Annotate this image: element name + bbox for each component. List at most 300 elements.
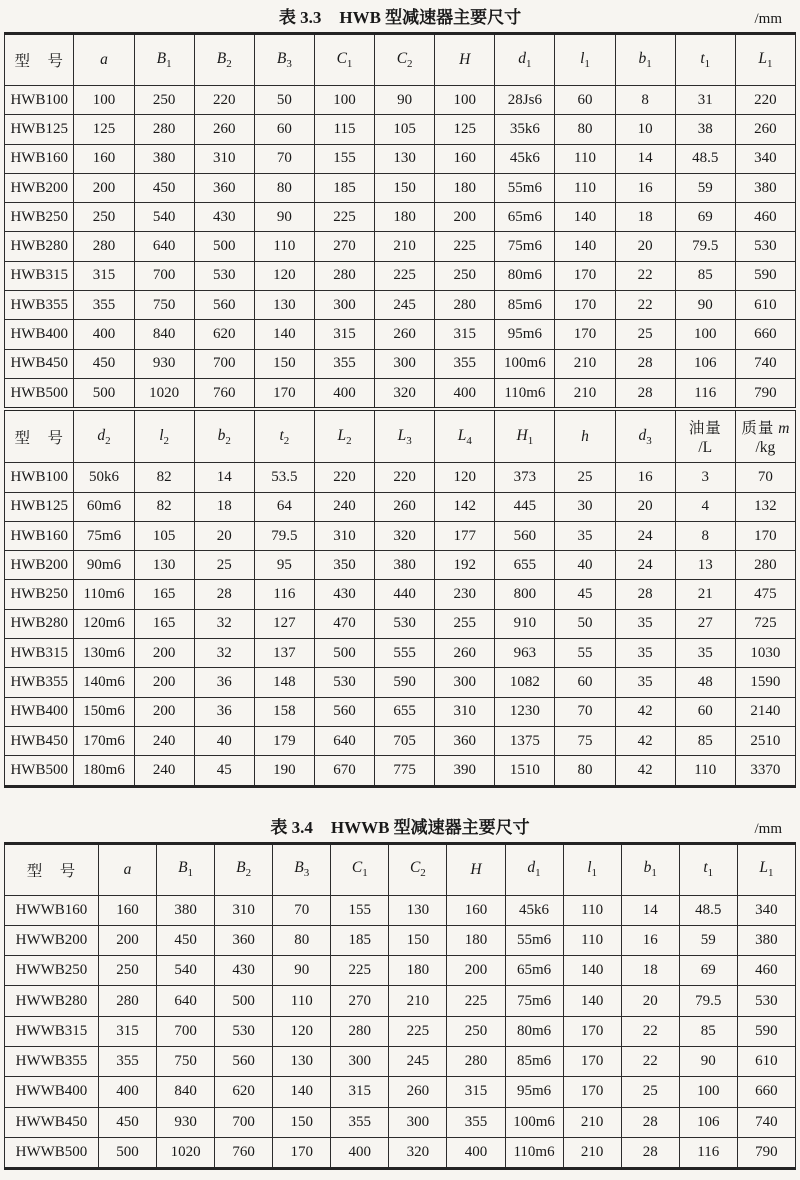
table-cell: 150 <box>254 349 314 378</box>
table-cell: 179 <box>254 726 314 755</box>
table-hwwb-dimensions <box>4 842 796 1171</box>
table-cell: 190 <box>254 756 314 786</box>
table-cell: 250 <box>134 86 194 115</box>
row-label: HWB355 <box>5 668 74 697</box>
row-label: HWB400 <box>5 697 74 726</box>
table-cell: 230 <box>435 580 495 609</box>
table-cell: 210 <box>389 986 447 1016</box>
table-cell: 450 <box>98 1107 156 1137</box>
table-cell: 640 <box>157 986 215 1016</box>
table-cell: 95m6 <box>505 1077 563 1107</box>
table-cell: 655 <box>495 551 555 580</box>
row-label: HWB500 <box>5 756 74 786</box>
table-cell: 560 <box>495 521 555 550</box>
column-header: 型 号 <box>5 34 74 86</box>
table34-unit-label: /mm <box>754 820 782 837</box>
table-cell: 315 <box>74 261 134 290</box>
column-header: 型 号 <box>5 843 99 895</box>
column-header: a <box>98 843 156 895</box>
table33-caption <box>4 6 796 32</box>
table-cell: 500 <box>74 378 134 409</box>
table-cell: 25 <box>615 320 675 349</box>
table-cell: 50 <box>254 86 314 115</box>
table-cell: 270 <box>331 986 389 1016</box>
table-cell: 320 <box>375 378 435 409</box>
table34-caption-title: HWWB 型减速器主要尺寸 <box>330 817 530 837</box>
table-cell: 24 <box>615 551 675 580</box>
table-cell: 315 <box>314 320 374 349</box>
table-cell: 28 <box>615 378 675 409</box>
table-cell: 85m6 <box>505 1047 563 1077</box>
column-header: $B_2$ <box>215 843 273 895</box>
row-label: HWB250 <box>5 203 74 232</box>
table-cell: 25 <box>621 1077 679 1107</box>
table-cell: 50 <box>555 609 615 638</box>
table-cell: 280 <box>134 115 194 144</box>
table-cell: 8 <box>675 521 735 550</box>
table-row <box>5 1016 796 1046</box>
table-cell: 100m6 <box>495 349 555 378</box>
table-row <box>5 697 796 726</box>
table-cell: 315 <box>447 1077 505 1107</box>
table-cell: 740 <box>735 349 795 378</box>
table-cell: 280 <box>331 1016 389 1046</box>
table-cell: 137 <box>254 639 314 668</box>
table-cell: 40 <box>555 551 615 580</box>
table-row <box>5 378 796 409</box>
table-cell: 95m6 <box>495 320 555 349</box>
table-cell: 80 <box>254 173 314 202</box>
table-cell: 360 <box>435 726 495 755</box>
table-cell: 380 <box>157 895 215 925</box>
table-cell: 70 <box>273 895 331 925</box>
column-header: $d_2$ <box>74 409 134 463</box>
table-cell: 1375 <box>495 726 555 755</box>
column-header: $L_4$ <box>435 409 495 463</box>
table-cell: 14 <box>194 463 254 492</box>
table-cell: 160 <box>447 895 505 925</box>
table-cell: 740 <box>737 1107 795 1137</box>
table-cell: 150 <box>375 173 435 202</box>
table-cell: 22 <box>615 261 675 290</box>
table-row <box>5 232 796 261</box>
column-header: $t_1$ <box>679 843 737 895</box>
table-cell: 75 <box>555 726 615 755</box>
table-row <box>5 463 796 492</box>
table-cell: 28Js6 <box>495 86 555 115</box>
table-cell: 170 <box>563 1016 621 1046</box>
table-cell: 64 <box>254 492 314 521</box>
table-row <box>5 320 796 349</box>
table-cell: 300 <box>331 1047 389 1077</box>
column-header: $L_1$ <box>737 843 795 895</box>
table-cell: 100 <box>435 86 495 115</box>
table-row <box>5 521 796 550</box>
row-label: HWWB400 <box>5 1077 99 1107</box>
table-cell: 105 <box>134 521 194 550</box>
column-header: $H_1$ <box>495 409 555 463</box>
table-cell: 200 <box>447 956 505 986</box>
table-cell: 165 <box>134 609 194 638</box>
table-cell: 95 <box>254 551 314 580</box>
table-cell: 75m6 <box>74 521 134 550</box>
table-cell: 140 <box>555 203 615 232</box>
table-cell: 310 <box>194 144 254 173</box>
table-cell: 355 <box>435 349 495 378</box>
table-cell: 125 <box>435 115 495 144</box>
table-cell: 100 <box>675 320 735 349</box>
table-cell: 130 <box>375 144 435 173</box>
table-cell: 14 <box>615 144 675 173</box>
table-row <box>5 726 796 755</box>
table-cell: 300 <box>389 1107 447 1137</box>
row-label: HWB200 <box>5 173 74 202</box>
table-cell: 42 <box>615 756 675 786</box>
table-cell: 3370 <box>735 756 795 786</box>
table-cell: 142 <box>435 492 495 521</box>
table-cell: 963 <box>495 639 555 668</box>
table-cell: 555 <box>375 639 435 668</box>
table-cell: 70 <box>735 463 795 492</box>
table-cell: 48.5 <box>679 895 737 925</box>
table-cell: 840 <box>134 320 194 349</box>
table-row <box>5 756 796 786</box>
table-cell: 930 <box>134 349 194 378</box>
table-row <box>5 173 796 202</box>
row-label: HWWB200 <box>5 925 99 955</box>
table-cell: 130 <box>134 551 194 580</box>
table-cell: 28 <box>621 1137 679 1168</box>
table-row <box>5 551 796 580</box>
table-cell: 116 <box>679 1137 737 1168</box>
table-cell: 60 <box>555 86 615 115</box>
row-label: HWB280 <box>5 232 74 261</box>
table-cell: 280 <box>74 232 134 261</box>
table-cell: 200 <box>134 639 194 668</box>
row-label: HWB100 <box>5 463 74 492</box>
table-row <box>5 203 796 232</box>
column-header: $C_1$ <box>314 34 374 86</box>
table-cell: 910 <box>495 609 555 638</box>
table-cell: 1590 <box>735 668 795 697</box>
table-cell: 31 <box>675 86 735 115</box>
table-cell: 530 <box>735 232 795 261</box>
column-header: $L_2$ <box>314 409 374 463</box>
table-cell: 470 <box>314 609 374 638</box>
row-label: HWWB355 <box>5 1047 99 1077</box>
table-cell: 28 <box>194 580 254 609</box>
table-cell: 110m6 <box>505 1137 563 1168</box>
table-cell: 430 <box>314 580 374 609</box>
row-label: HWB315 <box>5 639 74 668</box>
table-cell: 260 <box>435 639 495 668</box>
table-cell: 240 <box>314 492 374 521</box>
table-cell: 225 <box>314 203 374 232</box>
table-cell: 310 <box>314 521 374 550</box>
table-cell: 660 <box>737 1077 795 1107</box>
table-cell: 250 <box>447 1016 505 1046</box>
table-cell: 210 <box>563 1107 621 1137</box>
table-cell: 45 <box>194 756 254 786</box>
table-cell: 35 <box>615 668 675 697</box>
table-cell: 130 <box>254 291 314 320</box>
table-cell: 170 <box>555 320 615 349</box>
table-row <box>5 580 796 609</box>
table-cell: 530 <box>194 261 254 290</box>
table-cell: 590 <box>737 1016 795 1046</box>
table-cell: 10 <box>615 115 675 144</box>
table-cell: 60 <box>254 115 314 144</box>
table-cell: 36 <box>194 668 254 697</box>
table-row <box>5 1047 796 1077</box>
table-cell: 400 <box>314 378 374 409</box>
table-cell: 80m6 <box>495 261 555 290</box>
row-label: HWB160 <box>5 144 74 173</box>
table-cell: 110m6 <box>495 378 555 409</box>
table-cell: 180 <box>435 173 495 202</box>
table-cell: 85m6 <box>495 291 555 320</box>
table-cell: 110 <box>563 925 621 955</box>
table-cell: 750 <box>134 291 194 320</box>
table-cell: 450 <box>74 349 134 378</box>
table-cell: 430 <box>194 203 254 232</box>
table-cell: 1230 <box>495 697 555 726</box>
row-label: HWWB280 <box>5 986 99 1016</box>
table-cell: 170 <box>563 1047 621 1077</box>
table-cell: 80 <box>555 756 615 786</box>
table-cell: 53.5 <box>254 463 314 492</box>
column-header: $C_2$ <box>375 34 435 86</box>
table-cell: 320 <box>389 1137 447 1168</box>
column-header: $l_1$ <box>563 843 621 895</box>
table-cell: 790 <box>735 378 795 409</box>
table-hwb-dimensions <box>4 32 796 788</box>
table-cell: 85 <box>675 726 735 755</box>
row-label: HWWB450 <box>5 1107 99 1137</box>
table-cell: 355 <box>314 349 374 378</box>
table-cell: 160 <box>435 144 495 173</box>
table-cell: 315 <box>98 1016 156 1046</box>
table-cell: 80m6 <box>505 1016 563 1046</box>
row-label: HWB355 <box>5 291 74 320</box>
table-cell: 45 <box>555 580 615 609</box>
table-cell: 42 <box>615 726 675 755</box>
table-cell: 340 <box>735 144 795 173</box>
column-header: h <box>555 409 615 463</box>
table-cell: 110 <box>273 986 331 1016</box>
table-row <box>5 668 796 697</box>
column-header: H <box>447 843 505 895</box>
table-cell: 540 <box>134 203 194 232</box>
table-cell: 59 <box>675 173 735 202</box>
table-cell: 445 <box>495 492 555 521</box>
row-label: HWB500 <box>5 378 74 409</box>
table-cell: 160 <box>98 895 156 925</box>
table-cell: 110 <box>563 895 621 925</box>
table-cell: 28 <box>621 1107 679 1137</box>
table-cell: 155 <box>331 895 389 925</box>
table-cell: 280 <box>314 261 374 290</box>
table-cell: 360 <box>215 925 273 955</box>
table-cell: 90 <box>254 203 314 232</box>
table-cell: 200 <box>435 203 495 232</box>
column-header: 油量 /L <box>675 409 735 463</box>
table-cell: 775 <box>375 756 435 786</box>
table-row <box>5 261 796 290</box>
table-cell: 560 <box>215 1047 273 1077</box>
table-cell: 20 <box>621 986 679 1016</box>
table-cell: 200 <box>98 925 156 955</box>
table-cell: 355 <box>331 1107 389 1137</box>
table-cell: 500 <box>314 639 374 668</box>
table-cell: 460 <box>735 203 795 232</box>
table-cell: 225 <box>389 1016 447 1046</box>
table-cell: 18 <box>621 956 679 986</box>
table-cell: 750 <box>157 1047 215 1077</box>
column-header: $d_1$ <box>505 843 563 895</box>
table-cell: 400 <box>331 1137 389 1168</box>
table-cell: 450 <box>157 925 215 955</box>
table-cell: 255 <box>435 609 495 638</box>
column-header: $b_1$ <box>615 34 675 86</box>
table-cell: 170 <box>273 1137 331 1168</box>
table-cell: 260 <box>194 115 254 144</box>
table-cell: 24 <box>615 521 675 550</box>
row-label: HWB450 <box>5 726 74 755</box>
table-cell: 132 <box>735 492 795 521</box>
table-cell: 150 <box>389 925 447 955</box>
table-cell: 60m6 <box>74 492 134 521</box>
table-cell: 105 <box>375 115 435 144</box>
column-header: 质量 m /kg <box>735 409 795 463</box>
column-header: $b_2$ <box>194 409 254 463</box>
table-cell: 530 <box>737 986 795 1016</box>
table-cell: 120 <box>435 463 495 492</box>
table-body <box>5 86 796 410</box>
table-cell: 280 <box>98 986 156 1016</box>
table-cell: 450 <box>134 173 194 202</box>
column-header: $l_1$ <box>555 34 615 86</box>
row-label: HWB160 <box>5 521 74 550</box>
table-cell: 48 <box>675 668 735 697</box>
table-cell: 80 <box>273 925 331 955</box>
table-row <box>5 144 796 173</box>
table-cell: 106 <box>679 1107 737 1137</box>
table-cell: 20 <box>615 232 675 261</box>
table-cell: 82 <box>134 492 194 521</box>
table-cell: 380 <box>735 173 795 202</box>
table-cell: 310 <box>435 697 495 726</box>
table-cell: 106 <box>675 349 735 378</box>
column-header: $B_2$ <box>194 34 254 86</box>
table-cell: 90 <box>679 1047 737 1077</box>
table-cell: 800 <box>495 580 555 609</box>
table-cell: 220 <box>194 86 254 115</box>
table-cell: 2140 <box>735 697 795 726</box>
table-cell: 170 <box>563 1077 621 1107</box>
table-cell: 2510 <box>735 726 795 755</box>
table-cell: 250 <box>435 261 495 290</box>
table-row <box>5 986 796 1016</box>
table-cell: 38 <box>675 115 735 144</box>
table-cell: 35 <box>555 521 615 550</box>
table-row <box>5 1077 796 1107</box>
table-cell: 75m6 <box>505 986 563 1016</box>
table-cell: 55m6 <box>495 173 555 202</box>
column-header: $b_1$ <box>621 843 679 895</box>
row-label: HWB450 <box>5 349 74 378</box>
table-cell: 170 <box>555 261 615 290</box>
table-header-row <box>5 34 796 86</box>
table-cell: 55 <box>555 639 615 668</box>
table-cell: 300 <box>375 349 435 378</box>
table-cell: 65m6 <box>495 203 555 232</box>
table-cell: 55m6 <box>505 925 563 955</box>
table-cell: 42 <box>615 697 675 726</box>
table-cell: 35 <box>615 609 675 638</box>
table-cell: 225 <box>447 986 505 1016</box>
table-cell: 60 <box>675 697 735 726</box>
table-cell: 355 <box>74 291 134 320</box>
table-cell: 170m6 <box>74 726 134 755</box>
column-header: $C_2$ <box>389 843 447 895</box>
table-cell: 220 <box>735 86 795 115</box>
table-cell: 840 <box>157 1077 215 1107</box>
table-cell: 400 <box>74 320 134 349</box>
table-cell: 670 <box>314 756 374 786</box>
table-cell: 65m6 <box>505 956 563 986</box>
table-cell: 70 <box>555 697 615 726</box>
column-header: $t_2$ <box>254 409 314 463</box>
table-cell: 530 <box>215 1016 273 1046</box>
column-header: $L_1$ <box>735 34 795 86</box>
table-cell: 20 <box>194 521 254 550</box>
table-cell: 180 <box>375 203 435 232</box>
table-cell: 1020 <box>134 378 194 409</box>
row-label: HWB315 <box>5 261 74 290</box>
table-cell: 110 <box>555 144 615 173</box>
table-cell: 25 <box>555 463 615 492</box>
table-row <box>5 925 796 955</box>
table-cell: 260 <box>389 1077 447 1107</box>
table-cell: 25 <box>194 551 254 580</box>
table-row <box>5 492 796 521</box>
table-cell: 660 <box>735 320 795 349</box>
table-cell: 200 <box>74 173 134 202</box>
table-cell: 125 <box>74 115 134 144</box>
table-cell: 245 <box>389 1047 447 1077</box>
table-cell: 20 <box>615 492 675 521</box>
table-cell: 32 <box>194 639 254 668</box>
table-cell: 250 <box>74 203 134 232</box>
table-cell: 300 <box>314 291 374 320</box>
table-cell: 530 <box>375 609 435 638</box>
table33-caption-title: HWB 型减速器主要尺寸 <box>339 8 522 27</box>
table-cell: 40 <box>194 726 254 755</box>
table-cell: 170 <box>555 291 615 320</box>
row-label: HWB125 <box>5 492 74 521</box>
table-cell: 36 <box>194 697 254 726</box>
table-cell: 14 <box>621 895 679 925</box>
table-cell: 180 <box>447 925 505 955</box>
table-cell: 100m6 <box>505 1107 563 1137</box>
table-cell: 75m6 <box>495 232 555 261</box>
table-cell: 240 <box>134 756 194 786</box>
table-cell: 8 <box>615 86 675 115</box>
table-cell: 45k6 <box>495 144 555 173</box>
table-cell: 260 <box>375 492 435 521</box>
table-cell: 79.5 <box>254 521 314 550</box>
